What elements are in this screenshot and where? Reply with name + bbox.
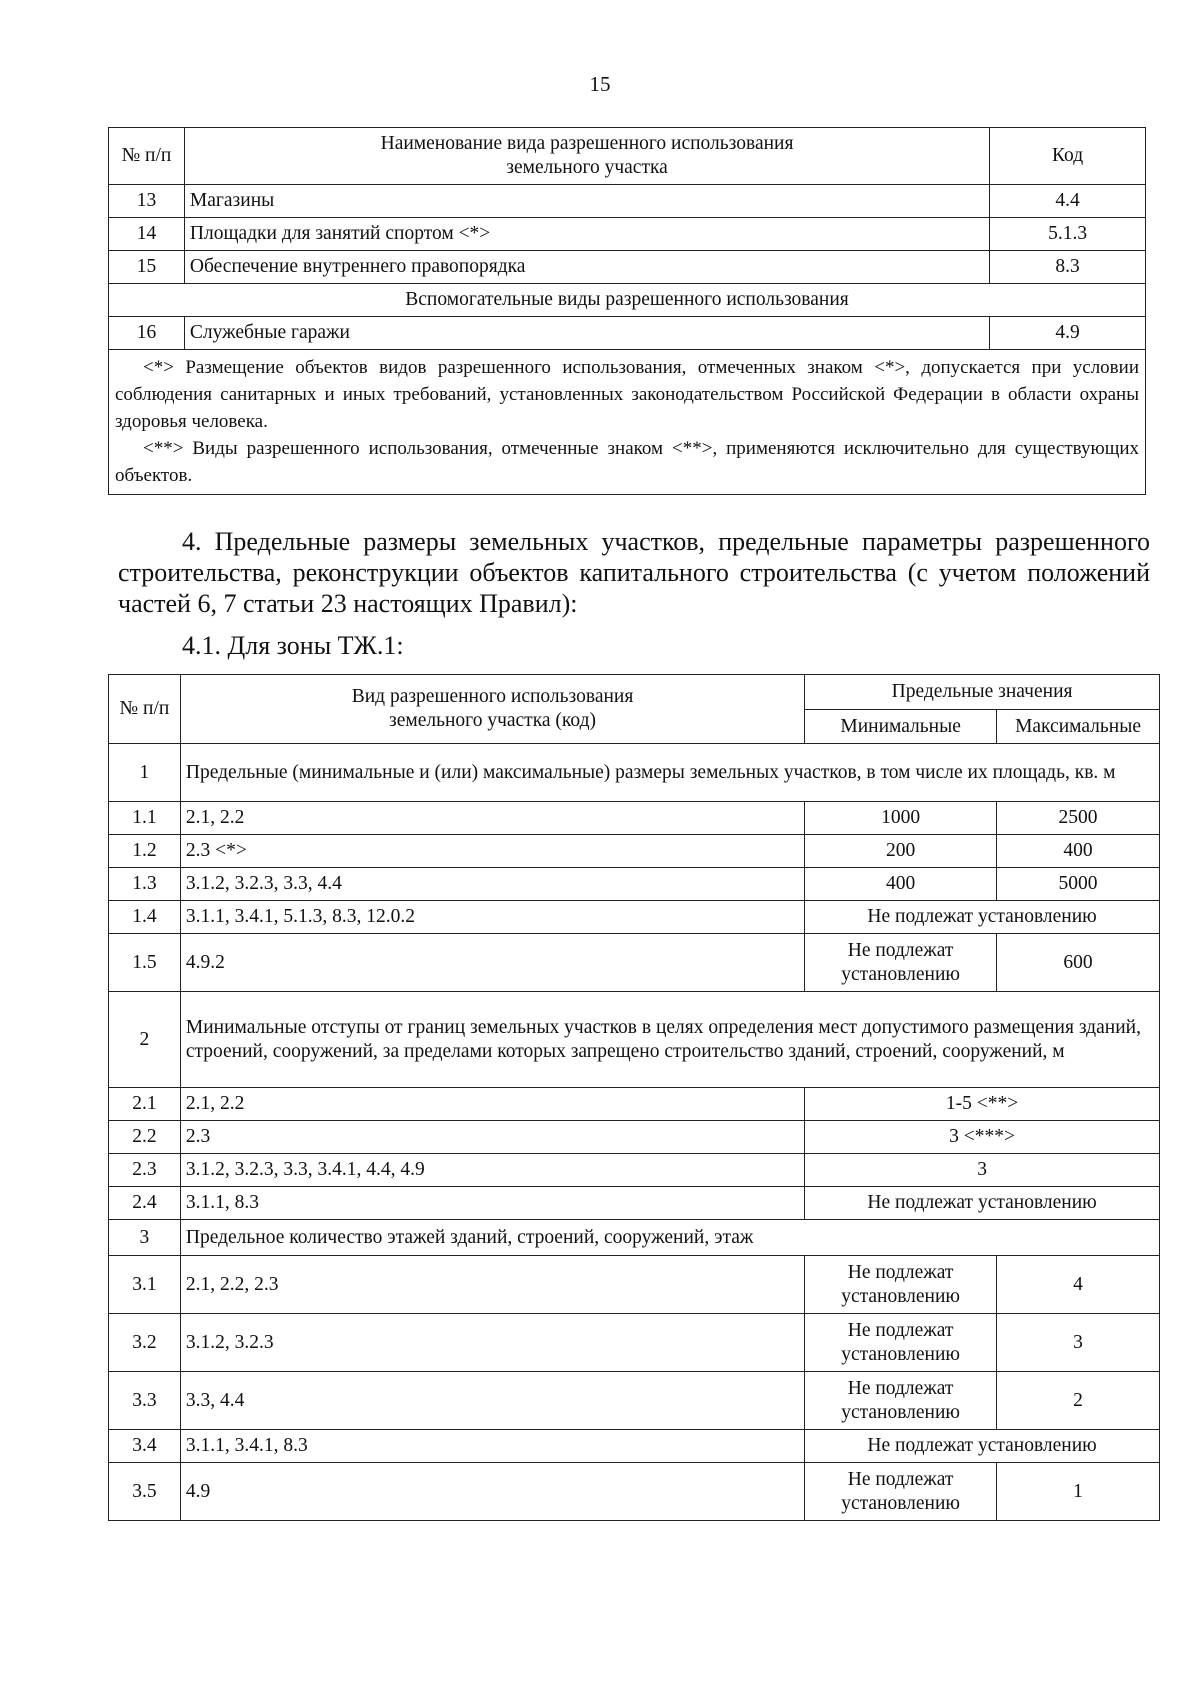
table-row [109, 251, 1146, 284]
table-row [109, 1463, 1160, 1521]
table-row [109, 901, 1160, 934]
header-max: Максимальные [997, 710, 1160, 744]
table-row [109, 868, 1160, 901]
row-min: 400 [805, 868, 997, 901]
group-header-row [109, 992, 1160, 1088]
row-name: Площадки для занятий спортом <*> [184, 218, 989, 251]
row-min: Не подлежат установлению [805, 1372, 997, 1430]
table-row [109, 1314, 1160, 1372]
row-codes: 3.1.2, 3.2.3, 3.3, 3.4.1, 4.4, 4.9 [180, 1154, 804, 1187]
table-row [109, 1121, 1160, 1154]
row-max: 2 [997, 1372, 1160, 1430]
row-code: 8.3 [990, 251, 1146, 284]
row-num: 3.2 [109, 1314, 181, 1372]
row-codes: 2.1, 2.2, 2.3 [180, 1256, 804, 1314]
row-codes: 2.3 [180, 1121, 804, 1154]
row-codes: 3.1.1, 3.4.1, 8.3 [180, 1430, 804, 1463]
row-value: Не подлежат установлению [805, 901, 1160, 934]
row-codes: 4.9 [180, 1463, 804, 1521]
row-name: Магазины [184, 185, 989, 218]
table-row [109, 934, 1160, 992]
table-row [109, 1154, 1160, 1187]
table-header-row [109, 128, 1146, 185]
group-title: Предельные (минимальные и (или) максимальные) размеры земельных участков, в том числе их площадь, кв. м [180, 744, 1159, 802]
section-4-1-heading: 4.1. Для зоны ТЖ.1: [182, 631, 404, 660]
row-max: 600 [997, 934, 1160, 992]
footnote-row [109, 350, 1146, 495]
group-title: Минимальные отступы от границ земельных участков в целях определения мест допустимого размещения зданий, строений, сооружений, за пределами которых запрещено строительство зданий, строений, сооружений, м [180, 992, 1159, 1088]
header-num: № п/п [109, 128, 185, 185]
row-name: Служебные гаражи [184, 317, 989, 350]
table-row [109, 835, 1160, 868]
table-row [109, 1372, 1160, 1430]
footnote-2: <**> Виды разрешенного использования, отмеченные знаком <**>, применяются исключительно для существующих объектов. [115, 438, 1139, 486]
row-value: 3 [805, 1154, 1160, 1187]
row-max: 1 [997, 1463, 1160, 1521]
header-limits: Предельные значения [805, 675, 1160, 710]
row-num: 13 [109, 185, 185, 218]
row-codes: 2.3 <*> [180, 835, 804, 868]
row-min: 1000 [805, 802, 997, 835]
footnote-1: <*> Размещение объектов видов разрешенного использования, отмеченных знаком <*>, допускается при условии соблюдения санитарных и иных требований, установленных законодательством Российской Федерации в области охраны здоровья человека. [115, 357, 1139, 432]
section-4-paragraph: 4. Предельные размеры земельных участков, предельные параметры разрешенного строительства, реконструкции объектов капитального строительства (с учетом положений частей 6, 7 статьи 23 настоящих Правил): [118, 527, 1150, 618]
row-value: 3 <***> [805, 1121, 1160, 1154]
row-value: 1-5 <**> [805, 1088, 1160, 1121]
table-row [109, 1187, 1160, 1220]
row-num: 2.1 [109, 1088, 181, 1121]
group-num: 3 [109, 1220, 181, 1256]
row-num: 1.4 [109, 901, 181, 934]
header-num: № п/п [109, 675, 181, 744]
row-value: Не подлежат установлению [805, 1430, 1160, 1463]
row-num: 3.3 [109, 1372, 181, 1430]
row-num: 2.3 [109, 1154, 181, 1187]
row-min: Не подлежат установлению [805, 1256, 997, 1314]
table-row [109, 802, 1160, 835]
header-name: Наименование вида разрешенного использования земельного участка [184, 128, 989, 185]
row-value: Не подлежат установлению [805, 1187, 1160, 1220]
row-min: Не подлежат установлению [805, 1314, 997, 1372]
row-codes: 4.9.2 [180, 934, 804, 992]
row-num: 2.4 [109, 1187, 181, 1220]
group-num: 1 [109, 744, 181, 802]
row-min: Не подлежат установлению [805, 1463, 997, 1521]
header-kind: Вид разрешенного использования земельного участка (код) [180, 675, 804, 744]
row-num: 2.2 [109, 1121, 181, 1154]
table-header-row [109, 675, 1160, 710]
land-use-types-table [108, 127, 1146, 495]
row-num: 1.1 [109, 802, 181, 835]
row-num: 3.5 [109, 1463, 181, 1521]
row-max: 5000 [997, 868, 1160, 901]
row-num: 3.4 [109, 1430, 181, 1463]
row-max: 2500 [997, 802, 1160, 835]
row-num: 15 [109, 251, 185, 284]
footnotes [109, 350, 1146, 495]
group-header-row [109, 1220, 1160, 1256]
page-number: 15 [589, 72, 611, 96]
row-code: 4.4 [990, 185, 1146, 218]
row-code: 5.1.3 [990, 218, 1146, 251]
table-row [109, 185, 1146, 218]
row-codes: 3.1.1, 3.4.1, 5.1.3, 8.3, 12.0.2 [180, 901, 804, 934]
table-row [109, 1256, 1160, 1314]
group-title: Предельное количество этажей зданий, строений, сооружений, этаж [180, 1220, 1159, 1256]
row-num: 1.5 [109, 934, 181, 992]
header-code: Код [990, 128, 1146, 185]
row-name: Обеспечение внутреннего правопорядка [184, 251, 989, 284]
auxiliary-types-header: Вспомогательные виды разрешенного использования [109, 284, 1146, 317]
row-num: 16 [109, 317, 185, 350]
row-min: Не подлежат установлению [805, 934, 997, 992]
table-row [109, 1430, 1160, 1463]
row-max: 3 [997, 1314, 1160, 1372]
table-row [109, 1088, 1160, 1121]
table-row [109, 218, 1146, 251]
row-codes: 2.1, 2.2 [180, 802, 804, 835]
row-num: 1.2 [109, 835, 181, 868]
row-codes: 2.1, 2.2 [180, 1088, 804, 1121]
header-min: Минимальные [805, 710, 997, 744]
row-max: 4 [997, 1256, 1160, 1314]
row-max: 400 [997, 835, 1160, 868]
group-header-row [109, 744, 1160, 802]
group-num: 2 [109, 992, 181, 1088]
row-num: 14 [109, 218, 185, 251]
row-codes: 3.1.2, 3.2.3 [180, 1314, 804, 1372]
row-num: 3.1 [109, 1256, 181, 1314]
row-codes: 3.1.2, 3.2.3, 3.3, 4.4 [180, 868, 804, 901]
limits-table [108, 674, 1160, 1521]
row-min: 200 [805, 835, 997, 868]
row-codes: 3.3, 4.4 [180, 1372, 804, 1430]
table-row [109, 317, 1146, 350]
row-codes: 3.1.1, 8.3 [180, 1187, 804, 1220]
row-num: 1.3 [109, 868, 181, 901]
row-code: 4.9 [990, 317, 1146, 350]
section-header-row [109, 284, 1146, 317]
